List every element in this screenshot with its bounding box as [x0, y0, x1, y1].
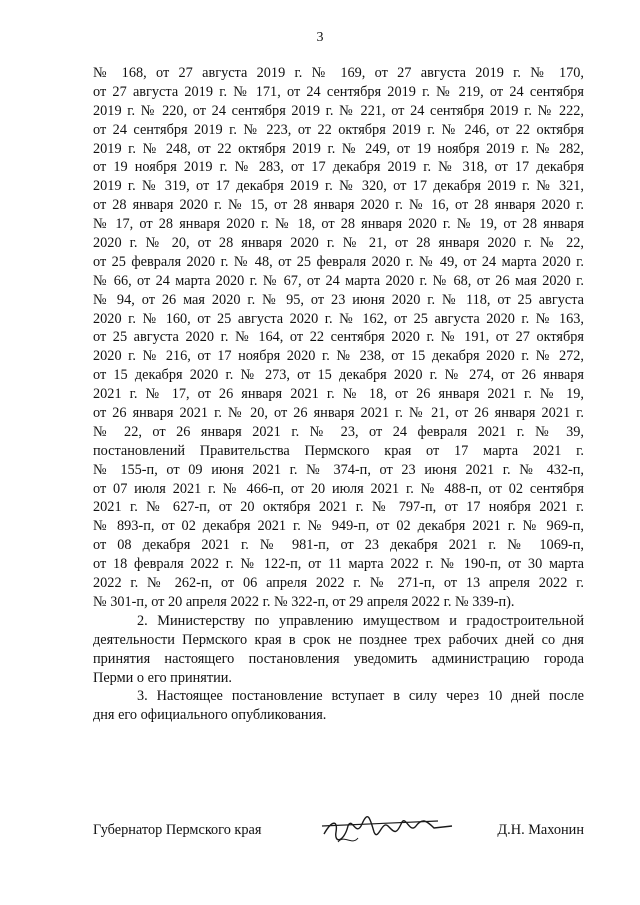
- text-line: от 27 августа 2019 г. № 171, от 24 сентября 2019 г. № 219, от 24 сентября: [93, 83, 584, 100]
- text-line: № 66, от 24 марта 2020 г. № 67, от 24 марта 2020 г. № 68, от 26 мая 2020 г.: [93, 272, 584, 289]
- document-body: [93, 64, 584, 725]
- text-line: от 15 декабря 2020 г. № 273, от 15 декабря 2020 г. № 274, от 26 января: [93, 367, 584, 384]
- text-line: 2021 г. № 627-п, от 20 октября 2021 г. № 797-п, от 17 ноября 2021 г.: [93, 499, 584, 516]
- text-line: № 168, от 27 августа 2019 г. № 169, от 27 августа 2019 г. № 170,: [93, 65, 584, 81]
- text-line: постановлений Правительства Пермского края от 17 марта 2021 г.: [93, 442, 584, 459]
- text-line: от 19 ноября 2019 г. № 283, от 17 декабря 2019 г. № 318, от 17 декабря: [93, 159, 584, 176]
- text-line: № 893-п, от 02 декабря 2021 г. № 949-п, от 02 декабря 2021 г. № 969-п,: [93, 518, 584, 535]
- text-line: деятельности Пермского края в срок не позднее трех рабочих дней со дня: [93, 631, 584, 648]
- text-line: от 26 января 2021 г. № 20, от 26 января 2021 г. № 21, от 26 января 2021 г.: [93, 405, 584, 422]
- handwritten-signature: [318, 812, 458, 848]
- text-line: 2021 г. № 17, от 26 января 2021 г. № 18, от 26 января 2021 г. № 19,: [93, 386, 584, 403]
- text-line: 2019 г. № 248, от 22 октября 2019 г. № 249, от 19 ноября 2019 г. № 282,: [93, 140, 584, 157]
- text-line: от 25 августа 2020 г. № 164, от 22 сентября 2020 г. № 191, от 27 октября: [93, 329, 584, 346]
- text-line: от 07 июля 2021 г. № 466-п, от 20 июля 2021 г. № 488-п, от 02 сентября: [93, 480, 584, 497]
- text-line: 2020 г. № 20, от 28 января 2020 г. № 21, от 28 января 2020 г. № 22,: [93, 235, 584, 252]
- text-line: № 17, от 28 января 2020 г. № 18, от 28 января 2020 г. № 19, от 28 января: [93, 216, 584, 233]
- text-line: № 94, от 26 мая 2020 г. № 95, от 23 июня 2020 г. № 118, от 25 августа: [93, 291, 584, 308]
- paragraph-3: [93, 687, 584, 725]
- text-line: 2020 г. № 216, от 17 ноября 2020 г. № 238, от 15 декабря 2020 г. № 272,: [93, 348, 584, 365]
- text-line: дня его официального опубликования.: [93, 707, 327, 724]
- text-line: от 25 февраля 2020 г. № 48, от 25 февраля 2020 г. № 49, от 24 марта 2020 г.: [93, 253, 584, 270]
- text-line: № 22, от 26 января 2021 г. № 23, от 24 февраля 2021 г. № 39,: [93, 423, 584, 440]
- text-line: 2022 г. № 262-п, от 06 апреля 2022 г. № 271-п, от 13 апреля 2022 г.: [93, 575, 584, 592]
- text-line: принятия настоящего постановления уведомить администрацию города: [93, 650, 584, 667]
- text-line: от 28 января 2020 г. № 15, от 28 января 2020 г. № 16, от 28 января 2020 г.: [93, 197, 584, 214]
- text-line: 3. Настоящее постановление вступает в силу через 10 дней после: [137, 688, 584, 705]
- text-line: от 08 декабря 2021 г. № 981-п, от 23 декабря 2021 г. № 1069-п,: [93, 537, 584, 554]
- text-line: 2. Министерству по управлению имуществом и градостроительной: [137, 612, 584, 629]
- text-line: 2020 г. № 160, от 25 августа 2020 г. № 162, от 25 августа 2020 г. № 163,: [93, 310, 584, 327]
- text-line: 2019 г. № 319, от 17 декабря 2019 г. № 320, от 17 декабря 2019 г. № 321,: [93, 178, 584, 195]
- text-line: от 24 сентября 2019 г. № 223, от 22 октября 2019 г. № 246, от 22 октября: [93, 121, 584, 138]
- page-number: 3: [316, 30, 324, 45]
- signer-name: Д.Н. Махонин: [497, 822, 584, 838]
- signature-block: [93, 818, 584, 848]
- text-line: Перми о его принятии.: [93, 669, 232, 686]
- text-line: № 155-п, от 09 июня 2021 г. № 374-п, от 23 июня 2021 г. № 432-п,: [93, 461, 584, 478]
- text-line: 2019 г. № 220, от 24 сентября 2019 г. № 221, от 24 сентября 2019 г. № 222,: [93, 102, 584, 119]
- text-line: № 301-п, от 20 апреля 2022 г. № 322-п, от 29 апреля 2022 г. № 339-п).: [93, 593, 515, 610]
- paragraph-1: [93, 64, 584, 612]
- text-line: от 18 февраля 2022 г. № 122-п, от 11 марта 2022 г. № 190-п, от 30 марта: [93, 556, 584, 573]
- signer-title: Губернатор Пермского края: [93, 822, 262, 838]
- paragraph-2: [93, 612, 584, 688]
